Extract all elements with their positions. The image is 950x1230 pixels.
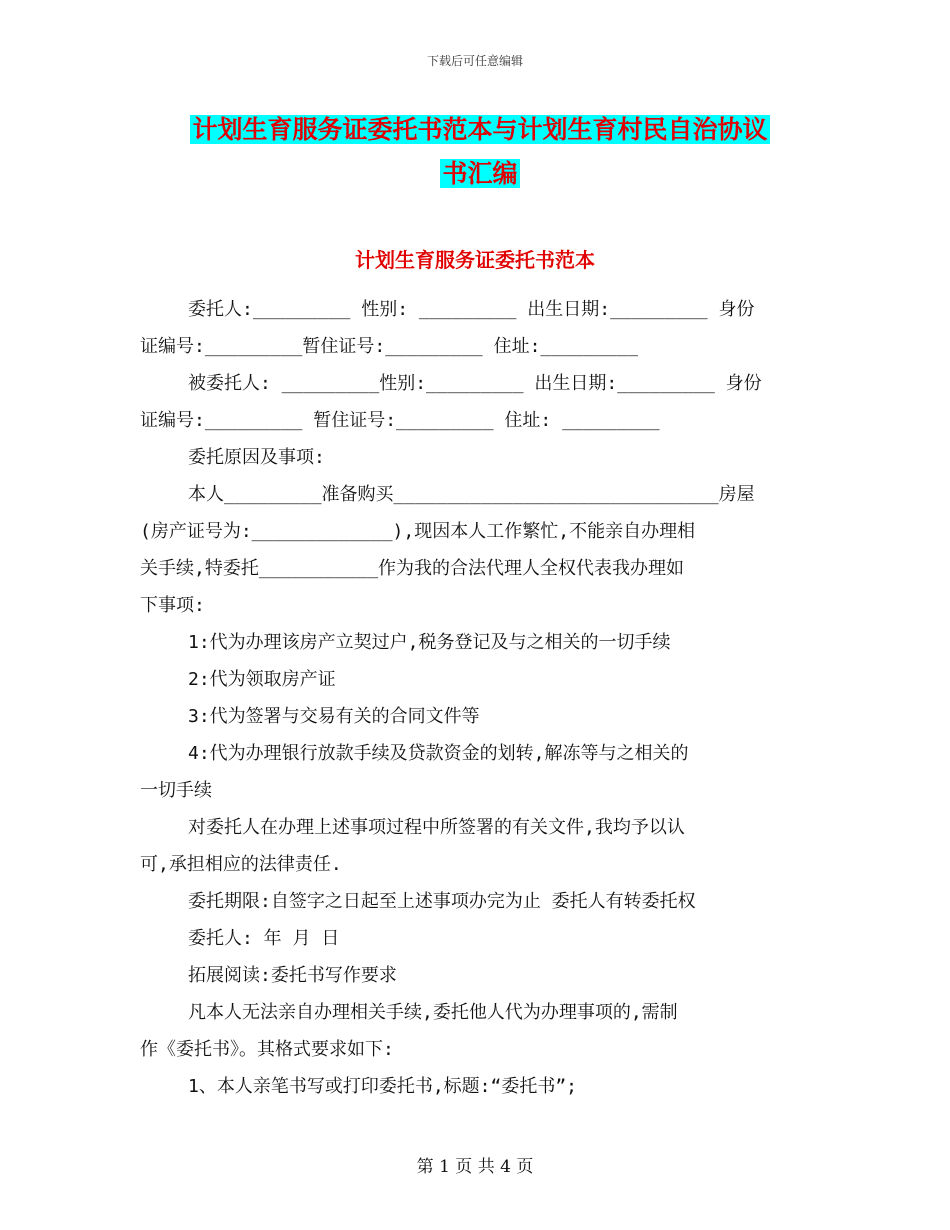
paragraph-line: 凡本人无法亲自办理相关手续,委托他人代为办理事项的,需制 (188, 1002, 678, 1023)
header-note: 下载后可任意编辑 (426, 54, 523, 68)
page-footer: 第 1 页 共 4 页 (416, 1157, 534, 1177)
paragraph-line: 可,承担相应的法律责任. (140, 854, 342, 875)
paragraph-line: 拓展阅读:委托书写作要求 (188, 965, 397, 986)
paragraph-line: 作《委托书》。其格式要求如下: (140, 1039, 394, 1060)
paragraph-line: 委托人:_________ 性别: _________ 出生日期:_________ 身份 (188, 299, 755, 320)
paragraph-line: 本人_________准备购买______________________________房屋 (188, 484, 755, 505)
signature-line: 委托人: 年 月 日 (188, 928, 340, 949)
list-item: 1:代为办理该房产立契过户,税务登记及与之相关的一切手续 (188, 632, 671, 653)
paragraph-line: 被委托人: _________性别:_________ 出生日期:_________ 身份 (188, 373, 762, 394)
section-title: 计划生育服务证委托书范本 (355, 248, 595, 272)
paragraph-line: 委托期限:自签字之日起至上述事项办完为止 委托人有转委托权 (188, 891, 696, 912)
paragraph-line: 1、本人亲笔书写或打印委托书,标题:“委托书”; (188, 1076, 578, 1097)
paragraph-line: (房产证号为:_____________),现因本人工作繁忙,不能亲自办理相 (140, 521, 696, 542)
document-title-line-1: 计划生育服务证委托书范本与计划生育村民自治协议 (192, 115, 768, 144)
paragraph-line: 委托原因及事项: (188, 447, 325, 468)
paragraph-line: 证编号:_________暂住证号:_________ 住址:_________ (140, 336, 638, 357)
paragraph-line: 一切手续 (140, 780, 212, 801)
paragraph-line: 下事项: (140, 595, 205, 616)
list-item: 4:代为办理银行放款手续及贷款资金的划转,解冻等与之相关的 (188, 743, 689, 764)
paragraph-line: 对委托人在办理上述事项过程中所签署的有关文件,我均予以认 (188, 817, 685, 838)
document-title-line-2: 书汇编 (442, 159, 518, 188)
paragraph-line: 证编号:_________ 暂住证号:_________ 住址: _________ (140, 410, 660, 431)
list-item: 3:代为签署与交易有关的合同文件等 (188, 706, 480, 727)
paragraph-line: 关手续,特委托___________作为我的合法代理人全权代表我办理如 (140, 558, 685, 579)
list-item: 2:代为领取房产证 (188, 669, 336, 690)
